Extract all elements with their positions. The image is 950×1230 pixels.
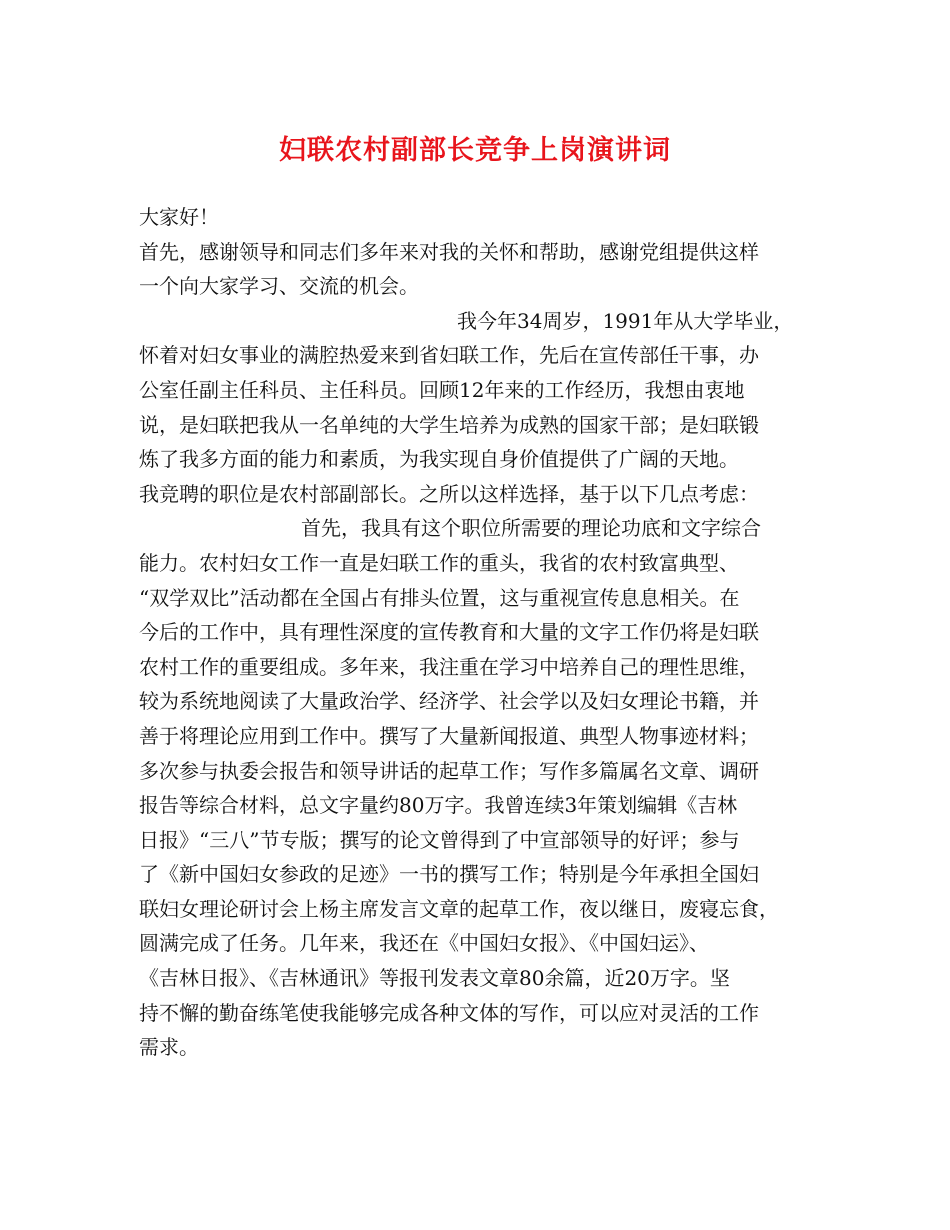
paragraph-line: 农村工作的重要组成。多年来，我注重在学习中培养自己的理性思维， bbox=[139, 654, 759, 679]
paragraph-line: 大家好！ bbox=[139, 205, 219, 229]
paragraph-line: 怀着对妇女事业的满腔热爱来到省妇联工作，先后在宣传部任干事，办 bbox=[139, 343, 759, 368]
paragraph-line: 首先，我具有这个职位所需要的理论功底和文字综合 bbox=[301, 516, 761, 541]
paragraph-line: 日报》“三八”节专版；撰写的论文曾得到了中宣部领导的好评；参与 bbox=[139, 827, 740, 852]
paragraph-line: 炼了我多方面的能力和素质，为我实现自身价值提供了广阔的天地。 bbox=[139, 447, 739, 472]
paragraph-line: 持不懈的勤奋练笔使我能够完成各种文体的写作，可以应对灵活的工作 bbox=[139, 1000, 759, 1025]
paragraph-line: 我竞聘的职位是农村部副部长。之所以这样选择，基于以下几点考虑： bbox=[139, 481, 759, 506]
paragraph-line: 首先，感谢领导和同志们多年来对我的关怀和帮助，感谢党组提供这样 bbox=[139, 239, 759, 264]
paragraph-line: 较为系统地阅读了大量政治学、经济学、社会学以及妇女理论书籍，并 bbox=[139, 689, 759, 714]
paragraph-line: 报告等综合材料，总文字量约80万字。我曾连续3年策划编辑《吉林 bbox=[139, 793, 738, 818]
document-title: 妇联农村副部长竞争上岗演讲词 bbox=[279, 135, 671, 166]
paragraph-line: 需求。 bbox=[139, 1035, 199, 1060]
document-body bbox=[139, 200, 819, 1065]
paragraph-line: 《吉林日报》、《吉林通讯》等报刊发表文章80余篇，近20万字。坚 bbox=[139, 966, 730, 991]
paragraph-line: 了《新中国妇女参政的足迹》一书的撰写工作；特别是今年承担全国妇 bbox=[139, 862, 759, 887]
paragraph-line: 我今年34周岁，1991年从大学毕业， bbox=[457, 308, 794, 333]
paragraph-line: 联妇女理论研讨会上杨主席发言文章的起草工作，夜以继日，废寝忘食， bbox=[139, 896, 779, 921]
paragraph-line: 今后的工作中，具有理性深度的宣传教育和大量的文字工作仍将是妇联 bbox=[139, 620, 759, 645]
paragraph-line: 公室任副主任科员、主任科员。回顾12年来的工作经历，我想由衷地 bbox=[139, 377, 745, 402]
paragraph-line: 一个向大家学习、交流的机会。 bbox=[139, 274, 419, 299]
paragraph-line: 圆满完成了任务。几年来，我还在《中国妇女报》、《中国妇运》、 bbox=[139, 931, 709, 956]
paragraph-line: “双学双比”活动都在全国占有排头位置，这与重视宣传息息相关。在 bbox=[139, 585, 740, 610]
paragraph-line: 说，是妇联把我从一名单纯的大学生培养为成熟的国家干部；是妇联锻 bbox=[139, 412, 759, 437]
paragraph-line: 多次参与执委会报告和领导讲话的起草工作；写作多篇属名文章、调研 bbox=[139, 758, 759, 783]
paragraph-line: 善于将理论应用到工作中。撰写了大量新闻报道、典型人物事迹材料； bbox=[139, 723, 759, 748]
paragraph-line: 能力。农村妇女工作一直是妇联工作的重头，我省的农村致富典型、 bbox=[139, 550, 739, 575]
